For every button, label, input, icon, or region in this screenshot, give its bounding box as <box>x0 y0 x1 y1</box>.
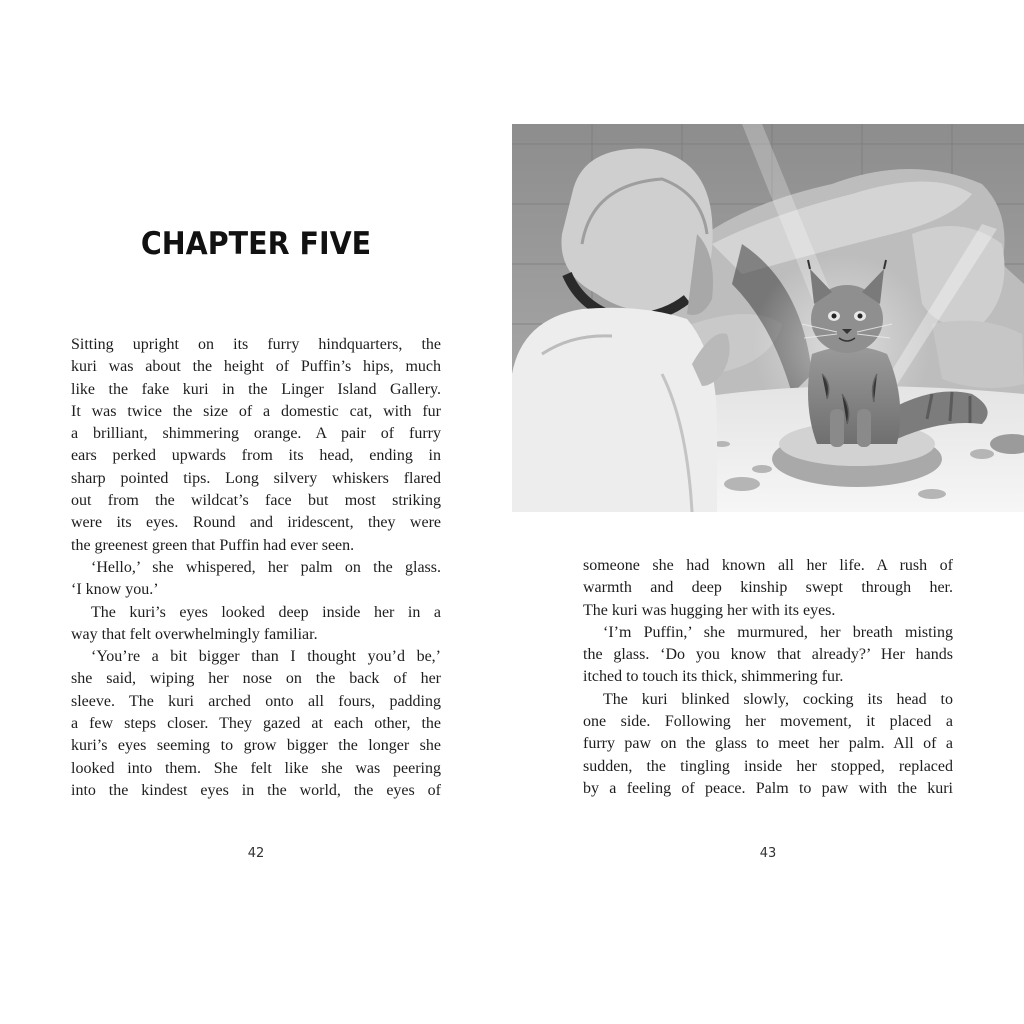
illustration-girl-and-wildcat <box>512 124 1024 512</box>
text-line: someone she had known all her life. A rush of <box>583 557 953 574</box>
text-line: by a feeling of peace. Palm to paw with the kuri <box>583 779 953 797</box>
text-line: kuri’s eyes seeming to grow bigger the longer she <box>71 737 441 755</box>
text-line: like the fake kuri in the Linger Island Gallery. <box>71 380 441 398</box>
right-body-text <box>583 555 953 800</box>
chapter-title: CHAPTER FIVE <box>140 226 372 262</box>
text-line: ‘I know you.’ <box>71 581 159 599</box>
text-line: looked into them. She felt like she was peering <box>71 759 441 777</box>
text-line: ‘I’m Puffin,’ she murmured, her breath misting <box>603 623 953 641</box>
page-number: 42 <box>247 846 265 861</box>
text-line: itched to touch its thick, shimmering fur. <box>583 668 844 686</box>
wildcat <box>808 347 900 445</box>
text-line: the greenest green that Puffin had ever seen. <box>71 536 355 554</box>
page-number: 43 <box>759 846 777 861</box>
text-line: furry paw on the glass to meet her palm. All of a <box>583 735 953 753</box>
text-line: ears perked upwards from its head, ending in <box>71 447 441 465</box>
text-line: warmth and deep kinship swept through her. <box>583 579 953 597</box>
text-line: were its eyes. Round and iridescent, they were <box>71 514 441 532</box>
text-line: into the kindest eyes in the world, the eyes of <box>71 781 441 799</box>
text-line: sleeve. The kuri arched onto all fours, padding <box>71 692 441 710</box>
text-line: The kuri’s eyes looked deep inside her in a <box>91 603 441 621</box>
text-line: sudden, the tingling inside her stopped, replaced <box>583 757 953 775</box>
text-line: a few steps closer. They gazed at each other, the <box>71 715 441 733</box>
text-line: out from the wildcat’s face but most striking <box>71 492 441 510</box>
text-line: ‘Hello,’ she whispered, her palm on the glass. <box>91 558 441 576</box>
text-line: a brilliant, shimmering orange. A pair of furry <box>71 425 441 443</box>
text-line: It was twice the size of a domestic cat, with fur <box>71 402 441 420</box>
text-line: The kuri was hugging her with its eyes. <box>583 601 836 619</box>
text-line: The kuri blinked slowly, cocking its head to <box>603 690 953 708</box>
girl-body <box>512 308 717 512</box>
text-line: Sitting upright on its furry hindquarters, the <box>71 336 441 353</box>
right-page <box>512 0 1024 1024</box>
text-line: she said, wiping her nose on the back of her <box>71 670 441 688</box>
left-body-text <box>71 334 441 802</box>
text-line: ‘You’re a bit bigger than I thought you’d be,’ <box>91 648 441 666</box>
text-line: one side. Following her movement, it placed a <box>583 713 953 731</box>
text-line: the glass. ‘Do you know that already?’ Her hands <box>583 646 953 664</box>
text-line: way that felt overwhelmingly familiar. <box>71 625 318 643</box>
text-line: kuri was about the height of Puffin’s hips, much <box>71 358 441 376</box>
text-line: sharp pointed tips. Long silvery whiskers flared <box>71 469 441 487</box>
